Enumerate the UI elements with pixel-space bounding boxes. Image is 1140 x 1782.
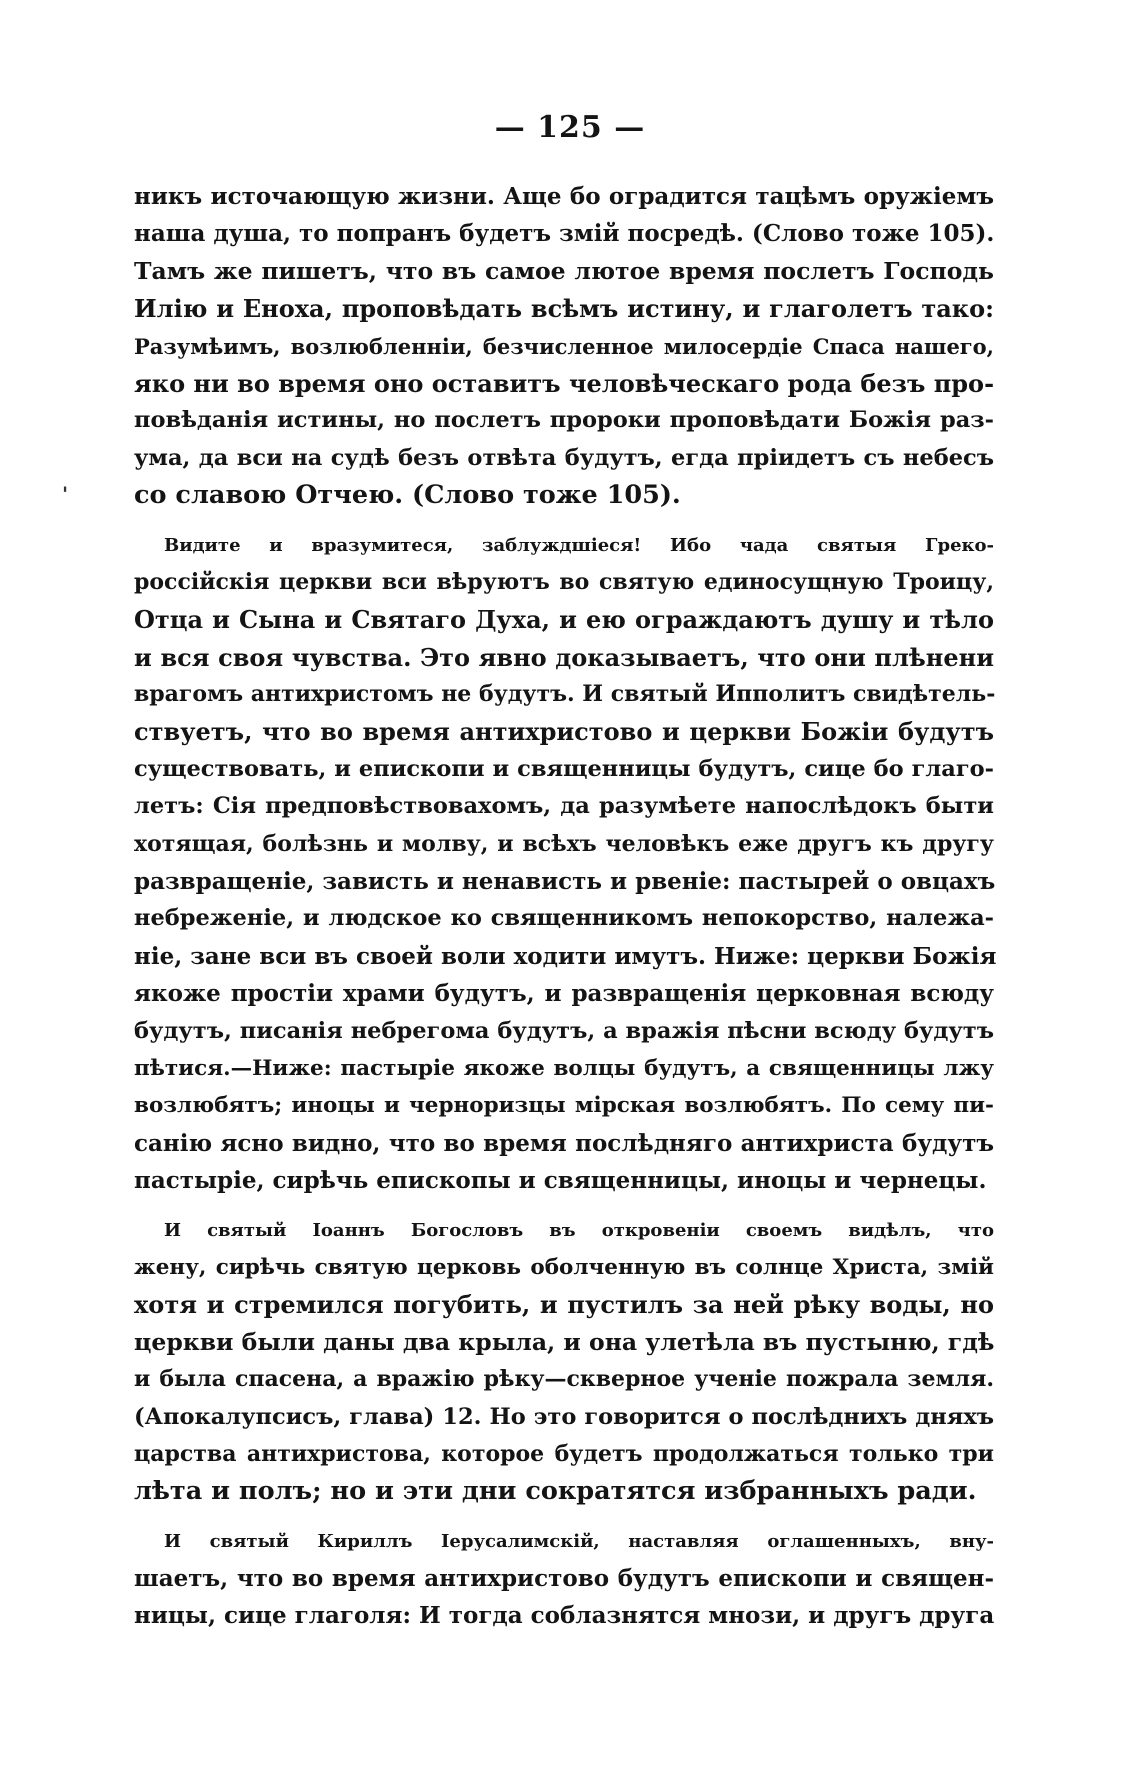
- text-line: Илію и Еноха, проповѣдать всѣмъ истину, и глаголетъ тако:: [134, 294, 994, 324]
- text-line: повѣданія истины, но послетъ пророки проповѣдати Божія раз-: [134, 407, 994, 434]
- text-line: врагомъ антихристомъ не будутъ. И святый Ипполитъ свидѣтель-: [134, 681, 996, 708]
- text-line: Разумѣимъ, возлюбленніи, безчисленное милосердіе Спаса нашего,: [134, 333, 994, 359]
- text-line: И святый Кириллъ Іерусалимскій, наставляя оглашенныхъ, вну-: [164, 1530, 994, 1552]
- text-line: Отца и Сына и Святаго Духа, и ею ограждаютъ душу и тѣло: [134, 605, 994, 635]
- text-line: развращеніе, зависть и ненависть и рвеніе: пастырей о овцахъ: [134, 868, 996, 896]
- text-line: Тамъ же пишетъ, что въ самое лютое время послетъ Господь: [134, 256, 994, 285]
- text-line: и вся своя чувства. Это явно доказываетъ, что они плѣнени: [134, 642, 994, 672]
- text-line: и была спасена, а вражію рѣку—скверное ученіе пожрала земля.: [134, 1366, 994, 1393]
- paragraph-1: [134, 178, 994, 515]
- text-line: шаетъ, что во время антихристово будутъ епископи и священ-: [134, 1565, 994, 1593]
- text-line: хотящая, болѣзнь и молву, и всѣхъ человѣкъ еже другъ къ другу: [134, 830, 994, 857]
- page-number: — 125 —: [494, 110, 646, 145]
- text-line: со славою Отчею. (Слово тоже 105).: [134, 480, 681, 511]
- text-line: лѣта и полъ; но и эти дни сократятся избранныхъ ради.: [134, 1476, 977, 1507]
- text-line: небреженіе, и людское ко священникомъ непокорство, належа-: [134, 905, 994, 932]
- text-line: будутъ, писанія небрегома будутъ, а вражія пѣсни всюду будутъ: [134, 1017, 994, 1044]
- paragraph-2: [134, 527, 997, 1200]
- text-line: наша душа, то попранъ будетъ змій посредѣ. (Слово тоже 105).: [134, 220, 995, 248]
- text-line: существовать, и епископи и священницы будутъ, сице бо глаго-: [134, 755, 994, 782]
- text-line: пѣтися.—Ниже: пастыріе якоже волцы будутъ, а священницы лжу: [134, 1055, 994, 1081]
- text-line: санію ясно видно, что во время послѣдняго антихриста будутъ: [134, 1129, 994, 1157]
- margin-mark: ': [62, 482, 69, 506]
- text-line: яко ни во время оно оставитъ человѣческаго рода безъ про-: [134, 368, 995, 398]
- text-line: ума, да вси на судѣ безъ отвѣта будутъ, егда пріидетъ съ небесъ: [134, 444, 994, 471]
- text-line: ніе, зане вси въ своей воли ходити имутъ. Ниже: церкви Божія: [134, 942, 997, 970]
- paragraph-4: [134, 1523, 994, 1635]
- text-line: жену, сирѣчь святую церковь оболченную въ солнце Христа, змій: [134, 1254, 994, 1280]
- text-line: хотя и стремился погубить, и пустилъ за ней рѣку воды, но: [134, 1290, 994, 1320]
- paragraph-3: [134, 1212, 994, 1511]
- text-line: церкви были даны два крыла, и она улетѣла въ пустыню, гдѣ: [134, 1327, 995, 1356]
- text-line: летъ: Сія предповѣствовахомъ, да разумѣете напослѣдокъ быти: [134, 793, 994, 820]
- text-line: И святый Іоаннъ Богословъ въ откровеніи своемъ видѣлъ, что: [164, 1219, 994, 1241]
- text-line: россійскія церкви вси вѣруютъ во святую единосущную Троицу,: [134, 568, 994, 595]
- text-line: пастыріе, сирѣчь епископы и священницы, иноцы и чернецы.: [134, 1167, 987, 1195]
- text-line: возлюбятъ; иноцы и черноризцы мірская возлюбятъ. По сему пи-: [134, 1093, 994, 1119]
- text-line: якоже простіи храми будутъ, и развращенія церковная всюду: [134, 980, 994, 1008]
- text-line: (Апокалупсисъ, глава) 12. Но это говорится о послѣднихъ дняхъ: [134, 1403, 994, 1430]
- text-line: царства антихристова, которое будетъ продолжаться только три: [134, 1440, 994, 1467]
- body-text: [134, 178, 997, 1635]
- text-line: никъ источающую жизни. Аще бо оградится тацѣмъ оружіемъ: [134, 183, 994, 210]
- text-line: ницы, сице глаголя: И тогда соблазнятся мнози, и другъ друга: [134, 1602, 995, 1630]
- text-line: ствуетъ, что во время антихристово и церкви Божіи будутъ: [134, 717, 994, 747]
- text-line: Видите и вразумитеся, заблуждшіеся! Ибо чада святыя Греко-: [164, 534, 994, 556]
